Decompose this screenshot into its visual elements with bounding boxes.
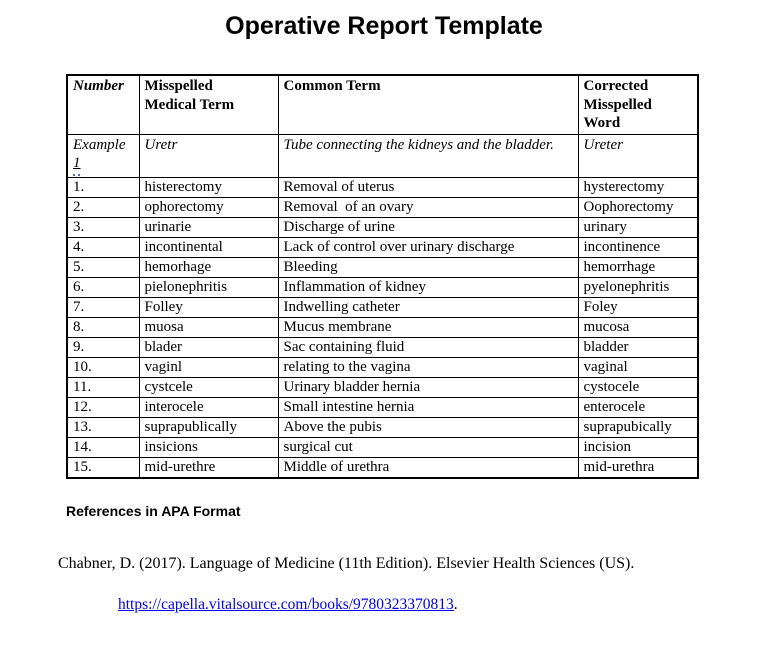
cell-corrected: vaginal: [578, 357, 698, 377]
reference-link-line: [118, 596, 458, 614]
cell-corrected: hysterectomy: [578, 177, 698, 197]
cell-misspelled: vaginl: [139, 357, 278, 377]
cell-example-corrected: Ureter: [578, 134, 698, 177]
cell-common: Discharge of urine: [278, 217, 578, 237]
cell-common: Above the pubis: [278, 417, 578, 437]
cell-corrected: mid-urethra: [578, 457, 698, 478]
cell-number: 11.: [67, 377, 139, 397]
cell-number: 10.: [67, 357, 139, 377]
table-row: [67, 417, 698, 437]
cell-number: 5.: [67, 257, 139, 277]
cell-number: 8.: [67, 317, 139, 337]
cell-number: 3.: [67, 217, 139, 237]
cell-common: Lack of control over urinary discharge: [278, 237, 578, 257]
cell-number: 9.: [67, 337, 139, 357]
cell-misspelled: incontinental: [139, 237, 278, 257]
cell-misspelled: interocele: [139, 397, 278, 417]
example-digit: 1: [73, 155, 81, 171]
cell-number: 1.: [67, 177, 139, 197]
cell-number: 12.: [67, 397, 139, 417]
cell-number: 14.: [67, 437, 139, 457]
cell-common: Urinary bladder hernia: [278, 377, 578, 397]
reference-link[interactable]: https://capella.vitalsource.com/books/9780323370813: [118, 596, 454, 613]
cell-misspelled: pielonephritis: [139, 277, 278, 297]
cell-number: 4.: [67, 237, 139, 257]
cell-misspelled: insicions: [139, 437, 278, 457]
table-row: [67, 377, 698, 397]
table-row: [67, 237, 698, 257]
table-body: [67, 75, 698, 478]
header-corrected: Corrected Misspelled Word: [578, 75, 698, 134]
terms-table: [66, 74, 699, 479]
table-row: [67, 337, 698, 357]
cell-example-misspelled: Uretr: [139, 134, 278, 177]
cell-corrected: hemorrhage: [578, 257, 698, 277]
cell-corrected: cystocele: [578, 377, 698, 397]
cell-number: 2.: [67, 197, 139, 217]
header-common: Common Term: [278, 75, 578, 134]
cell-corrected: mucosa: [578, 317, 698, 337]
cell-corrected: incontinence: [578, 237, 698, 257]
cell-common: Sac containing fluid: [278, 337, 578, 357]
cell-common: Small intestine hernia: [278, 397, 578, 417]
cell-corrected: Oophorectomy: [578, 197, 698, 217]
cell-example-common: Tube connecting the kidneys and the bladder.: [278, 134, 578, 177]
header-number: Number: [67, 75, 139, 134]
cell-misspelled: ophorectomy: [139, 197, 278, 217]
header-misspelled: Misspelled Medical Term: [139, 75, 278, 134]
table-row: [67, 397, 698, 417]
table-row: [67, 217, 698, 237]
cell-common: Indwelling catheter: [278, 297, 578, 317]
cell-common: relating to the vagina: [278, 357, 578, 377]
cell-corrected: pyelonephritis: [578, 277, 698, 297]
cell-common: Mucus membrane: [278, 317, 578, 337]
cell-misspelled: mid-urethre: [139, 457, 278, 478]
cell-misspelled: suprapublically: [139, 417, 278, 437]
cell-common: surgical cut: [278, 437, 578, 457]
table-row: [67, 277, 698, 297]
cell-common: Removal of uterus: [278, 177, 578, 197]
table-row: [67, 457, 698, 478]
cell-number: 7.: [67, 297, 139, 317]
cell-corrected: Foley: [578, 297, 698, 317]
example-word: Example: [73, 136, 126, 153]
citation-text: Chabner, D. (2017). Language of Medicine (11th Edition). Elsevier Health Sciences (US).: [58, 555, 635, 572]
table-row: [67, 437, 698, 457]
references-heading: References in APA Format: [66, 503, 241, 519]
cell-example-number: [67, 134, 139, 177]
cell-number: 13.: [67, 417, 139, 437]
cell-misspelled: hemorhage: [139, 257, 278, 277]
cell-misspelled: histerectomy: [139, 177, 278, 197]
cell-number: 15.: [67, 457, 139, 478]
cell-misspelled: cystcele: [139, 377, 278, 397]
cell-number: 6.: [67, 277, 139, 297]
page-title: Operative Report Template: [225, 12, 543, 40]
table-row: [67, 357, 698, 377]
table-row: [67, 297, 698, 317]
cell-corrected: urinary: [578, 217, 698, 237]
cell-misspelled: muosa: [139, 317, 278, 337]
cell-common: Bleeding: [278, 257, 578, 277]
cell-common: Removal of an ovary: [278, 197, 578, 217]
cell-misspelled: Folley: [139, 297, 278, 317]
cell-common: Inflammation of kidney: [278, 277, 578, 297]
table-row: [67, 257, 698, 277]
cell-corrected: bladder: [578, 337, 698, 357]
cell-corrected: enterocele: [578, 397, 698, 417]
table-row: [67, 177, 698, 197]
cell-misspelled: blader: [139, 337, 278, 357]
cell-misspelled: urinarie: [139, 217, 278, 237]
cell-corrected: suprapubically: [578, 417, 698, 437]
table-row: [67, 197, 698, 217]
cell-corrected: incision: [578, 437, 698, 457]
table-row: [67, 317, 698, 337]
example-row: [67, 134, 698, 177]
table-header-row: [67, 75, 698, 134]
link-period: .: [453, 596, 458, 613]
cell-common: Middle of urethra: [278, 457, 578, 478]
